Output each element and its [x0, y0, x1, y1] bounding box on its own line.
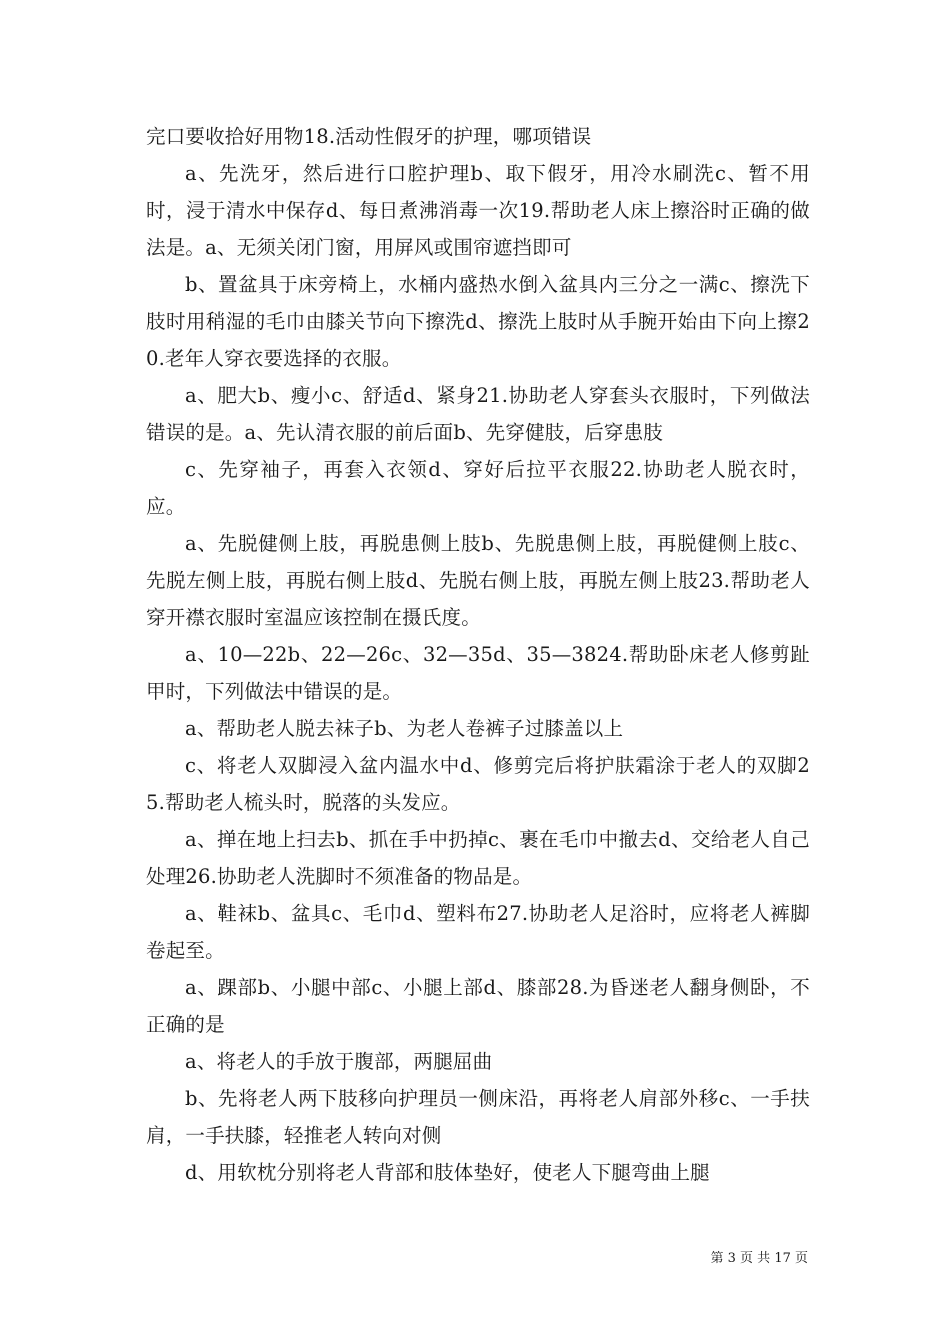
paragraph-14: b、先将老人两下肢移向护理员一侧床沿，再将老人肩部外移c、一手扶肩，一手扶膝，轻推老人转向对侧 — [146, 1087, 810, 1147]
paragraph-1: 完口要收拾好用物18.活动性假牙的护理，哪项错误 — [146, 125, 592, 148]
paragraph-4: a、肥大b、瘦小c、舒适d、紧身21.协助老人穿套头衣服时，下列做法错误的是。a、先认清衣服的前后面b、先穿健肢，后穿患肢 — [146, 384, 810, 444]
paragraph-5: c、先穿袖子，再套入衣领d、穿好后拉平衣服22.协助老人脱衣时，应。 — [146, 458, 810, 518]
paragraph-8: a、帮助老人脱去袜子b、为老人卷裤子过膝盖以上 — [185, 717, 624, 740]
paragraph-15: d、用软枕分别将老人背部和肢体垫好，使老人下腿弯曲上腿 — [185, 1161, 710, 1184]
paragraph-3: b、置盆具于床旁椅上，水桶内盛热水倒入盆具内三分之一满c、擦洗下肢时用稍湿的毛巾由膝关节向下擦洗d、擦洗上肢时从手腕开始由下向上擦20.老年人穿衣要选择的衣服。 — [146, 273, 810, 370]
paragraph-9: c、将老人双脚浸入盆内温水中d、修剪完后将护肤霜涂于老人的双脚25.帮助老人梳头时，脱落的头发应。 — [146, 754, 810, 814]
document-body — [146, 118, 810, 1191]
paragraph-10: a、掸在地上扫去b、抓在手中扔掉c、裹在毛巾中撤去d、交给老人自己处理26.协助老人洗脚时不须准备的物品是。 — [146, 828, 810, 888]
paragraph-7: a、10—22b、22—26c、32—35d、35—3824.帮助卧床老人修剪趾甲时，下列做法中错误的是。 — [146, 643, 810, 703]
paragraph-2: a、先洗牙，然后进行口腔护理b、取下假牙，用冷水刷洗c、暂不用时，浸于清水中保存d、每日煮沸消毒一次19.帮助老人床上擦浴时正确的做法是。a、无须关闭门窗，用屏风或围帘遮挡即可 — [146, 162, 810, 259]
paragraph-6: a、先脱健侧上肢，再脱患侧上肢b、先脱患侧上肢，再脱健侧上肢c、先脱左侧上肢，再脱右侧上肢d、先脱右侧上肢，再脱左侧上肢23.帮助老人穿开襟衣服时室温应该控制在摄氏度。 — [146, 532, 810, 629]
paragraph-11: a、鞋袜b、盆具c、毛巾d、塑料布27.协助老人足浴时，应将老人裤脚卷起至。 — [146, 902, 810, 962]
paragraph-12: a、踝部b、小腿中部c、小腿上部d、膝部28.为昏迷老人翻身侧卧，不正确的是 — [146, 976, 810, 1036]
page-number-footer: 第 3 页 共 17 页 — [710, 1251, 808, 1266]
paragraph-13: a、将老人的手放于腹部，两腿屈曲 — [185, 1050, 493, 1073]
